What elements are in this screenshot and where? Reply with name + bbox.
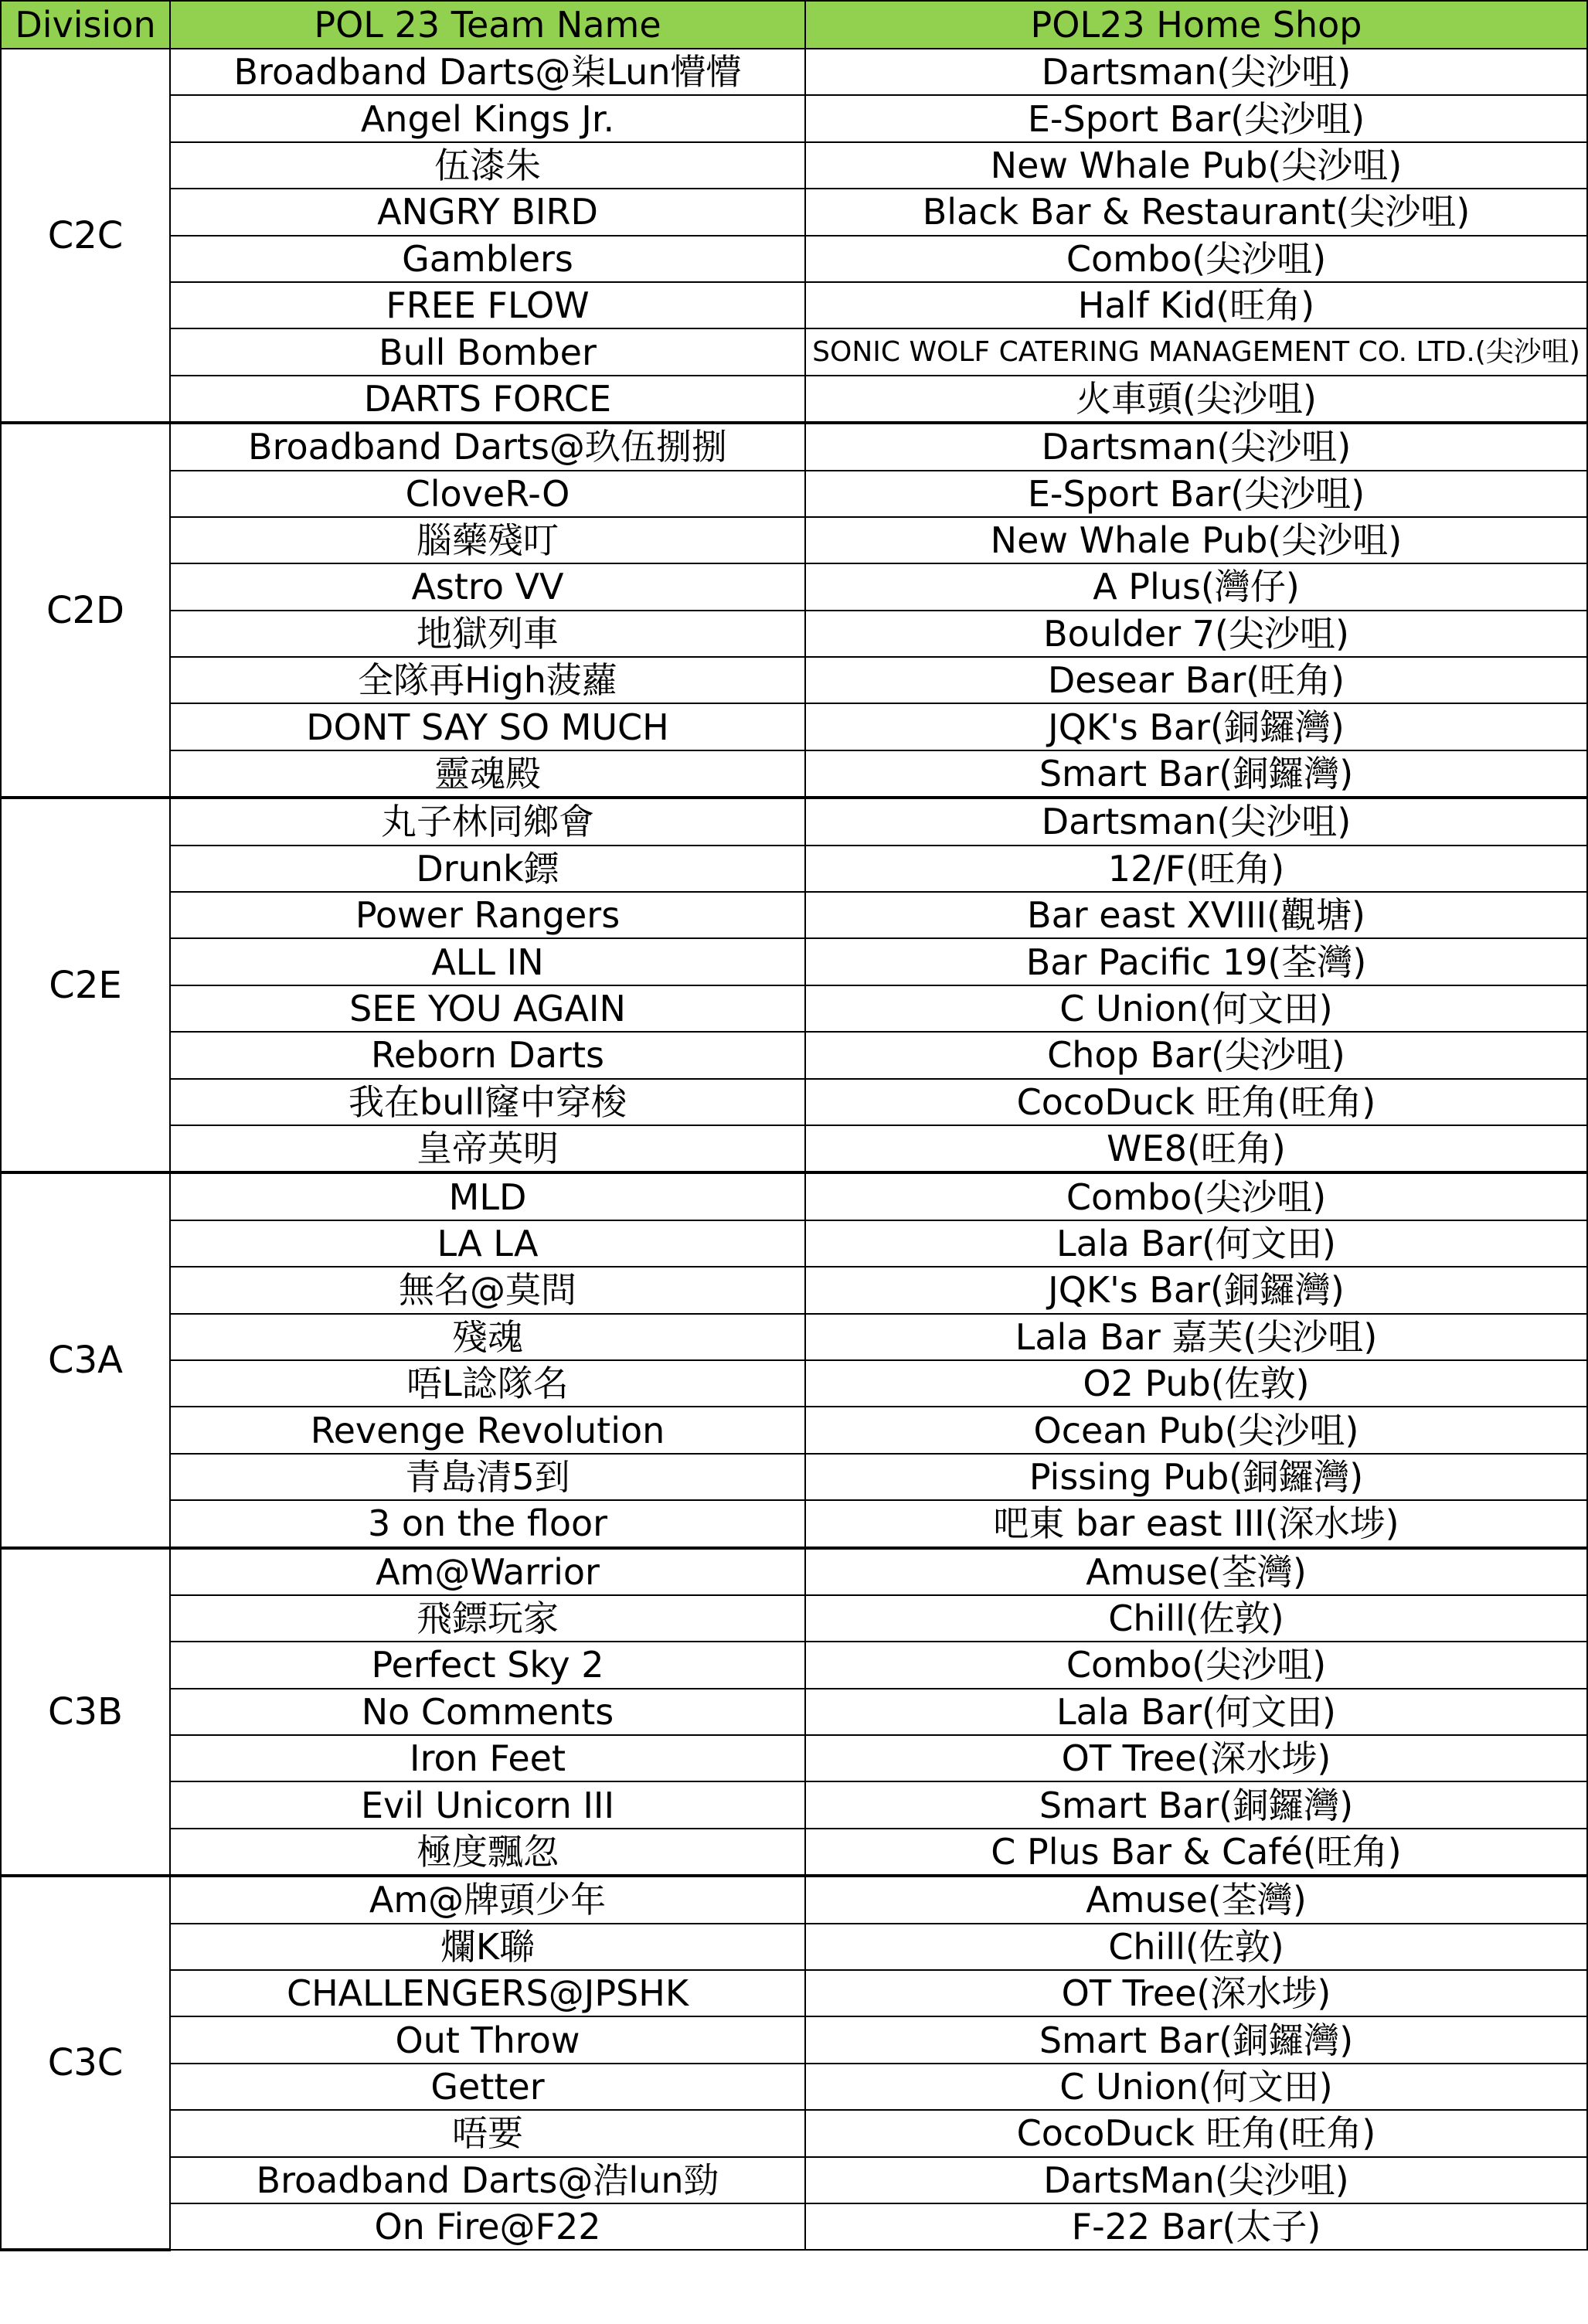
team-name-cell: Evil Unicorn III <box>170 1781 805 1828</box>
team-name-cell: MLD <box>170 1172 805 1220</box>
table-row <box>1 2016 1587 2063</box>
team-name-cell: ANGRY BIRD <box>170 189 805 235</box>
division-cell: C3C <box>1 1876 170 2250</box>
team-name-cell: 腦藥殘叮 <box>170 517 805 563</box>
team-name-cell: 爛K聯 <box>170 1924 805 1970</box>
team-name-cell: Broadband Darts@玖伍捌捌 <box>170 423 805 470</box>
home-shop-cell: Ocean Pub(尖沙咀) <box>805 1407 1587 1453</box>
team-name-cell: Am@牌頭少年 <box>170 1876 805 1923</box>
home-shop-cell: O2 Pub(佐敦) <box>805 1360 1587 1407</box>
team-name-cell: 伍漆朱 <box>170 142 805 189</box>
table-row <box>1 1548 1587 1595</box>
team-name-cell: 丸子林同鄉會 <box>170 798 805 845</box>
home-shop-cell: 火車頭(尖沙咀) <box>805 376 1587 423</box>
home-shop-cell: JQK's Bar(銅鑼灣) <box>805 1267 1587 1313</box>
home-shop-header: POL23 Home Shop <box>805 1 1587 49</box>
table-row <box>1 1125 1587 1172</box>
team-name-cell: Reborn Darts <box>170 1032 805 1078</box>
table-row <box>1 471 1587 517</box>
table-row <box>1 985 1587 1032</box>
team-name-cell: LA LA <box>170 1220 805 1267</box>
home-shop-cell: E-Sport Bar(尖沙咀) <box>805 95 1587 141</box>
table-row <box>1 1829 1587 1876</box>
home-shop-cell: OT Tree(深水埗) <box>805 1970 1587 2016</box>
home-shop-cell: Chill(佐敦) <box>805 1595 1587 1642</box>
team-name-cell: 極度飄忽 <box>170 1829 805 1876</box>
home-shop-cell: C Union(何文田) <box>805 985 1587 1032</box>
team-name-cell: Iron Feet <box>170 1735 805 1781</box>
team-name-cell: 地獄列車 <box>170 611 805 657</box>
home-shop-cell: Combo(尖沙咀) <box>805 236 1587 282</box>
division-cell: C3A <box>1 1172 170 1547</box>
team-name-cell: 唔要 <box>170 2110 805 2156</box>
home-shop-cell: CocoDuck 旺角(旺角) <box>805 1079 1587 1125</box>
team-name-cell: Bull Bomber <box>170 328 805 375</box>
team-name-cell: FREE FLOW <box>170 282 805 328</box>
home-shop-cell: JQK's Bar(銅鑼灣) <box>805 703 1587 750</box>
team-name-cell: Perfect Sky 2 <box>170 1642 805 1688</box>
team-name-cell: CHALLENGERS@JPSHK <box>170 1970 805 2016</box>
team-name-cell: 唔L諗隊名 <box>170 1360 805 1407</box>
table-row <box>1 1735 1587 1781</box>
team-name-cell: CloveR-O <box>170 471 805 517</box>
team-name-cell: Out Throw <box>170 2016 805 2063</box>
home-shop-cell: C Union(何文田) <box>805 2064 1587 2110</box>
home-shop-cell: Half Kid(旺角) <box>805 282 1587 328</box>
team-name-cell: 殘魂 <box>170 1314 805 1360</box>
home-shop-cell: Pissing Pub(銅鑼灣) <box>805 1454 1587 1500</box>
team-name-cell: Broadband Darts@浩lun勁 <box>170 2157 805 2203</box>
home-shop-cell: Dartsman(尖沙咀) <box>805 49 1587 95</box>
table-row <box>1 938 1587 985</box>
table-body <box>1 49 1587 2250</box>
team-name-cell: 3 on the floor <box>170 1500 805 1547</box>
table-row <box>1 1876 1587 1923</box>
home-shop-cell: Smart Bar(銅鑼灣) <box>805 1781 1587 1828</box>
home-shop-cell: Amuse(荃灣) <box>805 1876 1587 1923</box>
table-row <box>1 1172 1587 1220</box>
home-shop-cell: Lala Bar(何文田) <box>805 1689 1587 1735</box>
table-row <box>1 49 1587 95</box>
home-shop-cell: CocoDuck 旺角(旺角) <box>805 2110 1587 2156</box>
table-row <box>1 517 1587 563</box>
home-shop-cell: Amuse(荃灣) <box>805 1548 1587 1595</box>
home-shop-cell: Chill(佐敦) <box>805 1924 1587 1970</box>
home-shop-cell: Bar east XVIII(觀塘) <box>805 892 1587 938</box>
home-shop-cell: OT Tree(深水埗) <box>805 1735 1587 1781</box>
home-shop-cell: DartsMan(尖沙咀) <box>805 2157 1587 2203</box>
table-row <box>1 236 1587 282</box>
table-row <box>1 1781 1587 1828</box>
team-name-cell: No Comments <box>170 1689 805 1735</box>
table-row <box>1 750 1587 798</box>
table-row <box>1 1314 1587 1360</box>
home-shop-cell: 吧東 bar east III(深水埗) <box>805 1500 1587 1547</box>
table-row <box>1 657 1587 703</box>
header-row <box>1 1 1587 49</box>
home-shop-cell: E-Sport Bar(尖沙咀) <box>805 471 1587 517</box>
table-row <box>1 563 1587 610</box>
table-row <box>1 1595 1587 1642</box>
home-shop-cell: Combo(尖沙咀) <box>805 1172 1587 1220</box>
home-shop-cell: Smart Bar(銅鑼灣) <box>805 750 1587 798</box>
team-name-cell: 青島清5到 <box>170 1454 805 1500</box>
home-shop-cell: Smart Bar(銅鑼灣) <box>805 2016 1587 2063</box>
home-shop-cell: New Whale Pub(尖沙咀) <box>805 142 1587 189</box>
table-row <box>1 611 1587 657</box>
table-row <box>1 798 1587 845</box>
table-row <box>1 423 1587 470</box>
home-shop-cell: SONIC WOLF CATERING MANAGEMENT CO. LTD.(尖沙咀) <box>805 328 1587 375</box>
table-row <box>1 1970 1587 2016</box>
home-shop-cell: 12/F(旺角) <box>805 846 1587 892</box>
table-row <box>1 1642 1587 1688</box>
team-name-cell: ALL IN <box>170 938 805 985</box>
home-shop-cell: Bar Pacific 19(荃灣) <box>805 938 1587 985</box>
table-row <box>1 892 1587 938</box>
table-row <box>1 1360 1587 1407</box>
table-row <box>1 1454 1587 1500</box>
team-name-cell: 靈魂殿 <box>170 750 805 798</box>
table-row <box>1 1924 1587 1970</box>
team-name-cell: 無名@莫問 <box>170 1267 805 1313</box>
team-name-cell: Revenge Revolution <box>170 1407 805 1453</box>
table-row <box>1 703 1587 750</box>
division-cell: C2C <box>1 49 170 423</box>
team-name-cell: 全隊再High菠蘿 <box>170 657 805 703</box>
team-name-cell: Angel Kings Jr. <box>170 95 805 141</box>
table-row <box>1 1032 1587 1078</box>
table-row <box>1 2157 1587 2203</box>
team-name-cell: Am@Warrior <box>170 1548 805 1595</box>
division-header: Division <box>1 1 170 49</box>
home-shop-cell: Lala Bar 嘉芙(尖沙咀) <box>805 1314 1587 1360</box>
home-shop-cell: WE8(旺角) <box>805 1125 1587 1172</box>
table-row <box>1 1079 1587 1125</box>
team-name-cell: 我在bull窿中穿梭 <box>170 1079 805 1125</box>
home-shop-cell: Desear Bar(旺角) <box>805 657 1587 703</box>
table-row <box>1 2064 1587 2110</box>
table-row <box>1 2110 1587 2156</box>
division-cell: C3B <box>1 1548 170 1877</box>
table-row <box>1 189 1587 235</box>
home-shop-cell: Lala Bar(何文田) <box>805 1220 1587 1267</box>
table-row <box>1 1500 1587 1547</box>
table-row <box>1 1689 1587 1735</box>
division-cell: C2E <box>1 798 170 1172</box>
table-row <box>1 1220 1587 1267</box>
home-shop-cell: Boulder 7(尖沙咀) <box>805 611 1587 657</box>
home-shop-cell: Dartsman(尖沙咀) <box>805 798 1587 845</box>
home-shop-cell: Black Bar & Restaurant(尖沙咀) <box>805 189 1587 235</box>
team-name-cell: 皇帝英明 <box>170 1125 805 1172</box>
home-shop-cell: Dartsman(尖沙咀) <box>805 423 1587 470</box>
team-name-cell: Astro VV <box>170 563 805 610</box>
division-cell: C2D <box>1 423 170 798</box>
home-shop-cell: F-22 Bar(太子) <box>805 2203 1587 2250</box>
team-name-cell: 飛鏢玩家 <box>170 1595 805 1642</box>
table-row <box>1 376 1587 423</box>
team-name-header: POL 23 Team Name <box>170 1 805 49</box>
team-name-cell: Gamblers <box>170 236 805 282</box>
home-shop-cell: Chop Bar(尖沙咀) <box>805 1032 1587 1078</box>
team-name-cell: Getter <box>170 2064 805 2110</box>
table-row <box>1 328 1587 375</box>
team-name-cell: DONT SAY SO MUCH <box>170 703 805 750</box>
team-name-cell: Drunk鏢 <box>170 846 805 892</box>
table-row <box>1 1407 1587 1453</box>
team-name-cell: DARTS FORCE <box>170 376 805 423</box>
team-name-cell: Broadband Darts@柒Lun懵懵 <box>170 49 805 95</box>
team-name-cell: On Fire@F22 <box>170 2203 805 2250</box>
table-row <box>1 846 1587 892</box>
table-row <box>1 2203 1587 2250</box>
home-shop-cell: A Plus(灣仔) <box>805 563 1587 610</box>
team-name-cell: Power Rangers <box>170 892 805 938</box>
team-name-cell: SEE YOU AGAIN <box>170 985 805 1032</box>
table-row <box>1 1267 1587 1313</box>
table-row <box>1 142 1587 189</box>
home-shop-cell: New Whale Pub(尖沙咀) <box>805 517 1587 563</box>
table-row <box>1 282 1587 328</box>
home-shop-cell: Combo(尖沙咀) <box>805 1642 1587 1688</box>
home-shop-cell: C Plus Bar & Café(旺角) <box>805 1829 1587 1876</box>
table-row <box>1 95 1587 141</box>
